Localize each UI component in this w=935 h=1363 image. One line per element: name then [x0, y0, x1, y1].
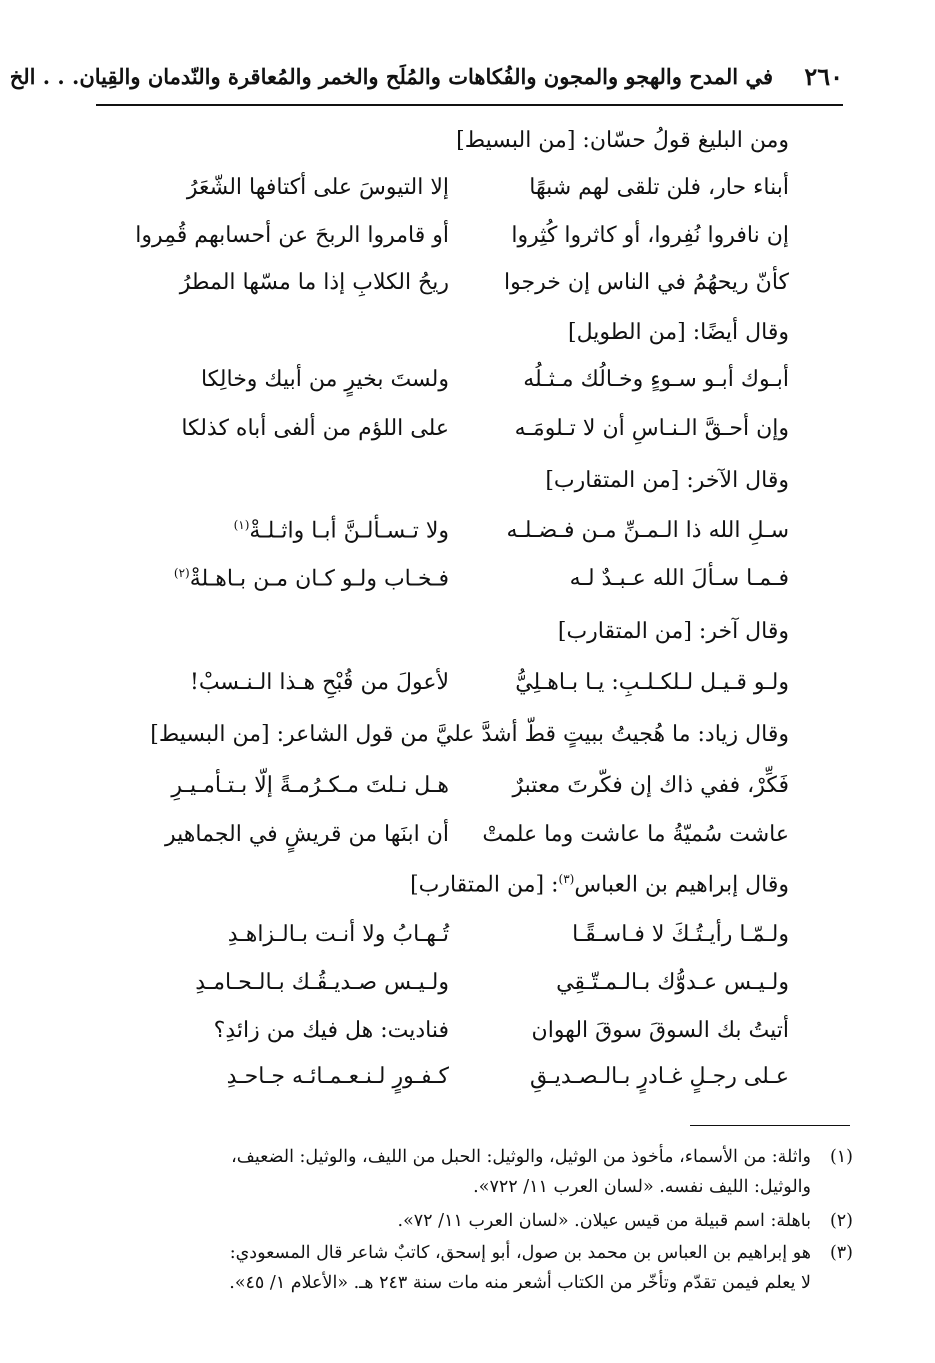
verse-first-hemistich: عـلى رجـلٍ غـادرٍ بـالـصـديـقِ	[530, 1064, 789, 1089]
verse-first-hemistich: أبناء حار، فلن تلقى لهم شبهًا	[529, 175, 789, 200]
verse-first-hemistich: فَكِّرْ، ففي ذاك إن فكّرتَ معتبرٌ	[512, 773, 789, 798]
verse-line	[150, 1018, 789, 1058]
footnote-text	[80, 1238, 811, 1298]
page-header	[9, 62, 843, 102]
verse-line	[150, 367, 789, 407]
page-number: ٢٦٠	[804, 62, 843, 91]
verse-first-hemistich: سـلِ الله ذا الـمـنِّ مـن فـضـلـه	[506, 518, 789, 543]
footnote-text	[80, 1142, 811, 1202]
verse-first-hemistich: فـمـا سـألَ الله عـبـدٌ لـه	[569, 566, 789, 591]
verse-first-hemistich: ولـو قـيـل لـلكـلـبِ: يـا بـاهـلِيُّ	[515, 670, 789, 695]
verse-line	[150, 822, 789, 862]
footnote-number: (٢)	[829, 1211, 853, 1231]
verse-first-hemistich: أبـوك أبـو سـوءٍ وخـالُك مـثـلُه	[523, 367, 789, 392]
footnote-ref: (٢)	[173, 566, 190, 580]
intro-line: وقال أيضًا: [من الطويل]	[568, 320, 789, 345]
footnote-line: باهلة: اسم قبيلة من قيس عيلان. «لسان العرب ١١/ ٧٢».	[397, 1211, 811, 1231]
verse-second-hemistich: تُـهـابُ ولا أنـت بـالـزاهـدِ	[227, 922, 449, 947]
verse-second-hemistich	[174, 566, 449, 591]
verse-first-hemistich: عاشت سُميّةُ ما عاشت وما علمتْ	[482, 822, 789, 847]
verse-line	[150, 773, 789, 813]
verse-line	[150, 922, 789, 962]
intro-text: وقال إبراهيم بن العباس	[574, 872, 789, 898]
verse-second-hemistich: أن ابنَها من قريشٍ في الجماهير	[165, 822, 449, 847]
verse-second-hemistich: على اللؤم من ألفى أباه كذلكا	[181, 416, 449, 441]
verse-first-hemistich: وإن أحـقَّ الـنـاسِ أن لا تـلومَـه	[514, 416, 789, 441]
footnote-number: (٣)	[829, 1243, 853, 1263]
verse-second-hemistich: ولـيـس صـديـقُـك بـالـحـامـدِ	[195, 970, 449, 995]
verse-first-hemistich: إن نافروا نُفِروا، أو كاثروا كُثِروا	[511, 223, 789, 248]
footnote	[80, 1142, 853, 1202]
verse-first-hemistich: أتيتُ بك السوقَ سوقَ الهوان	[531, 1018, 789, 1043]
intro-line: وقال الآخر: [من المتقارب]	[545, 468, 789, 493]
hemistich-text: ولا تـسـألـنَّ أبـا واثـلـةْ	[249, 518, 449, 544]
footnote-line: والوثيل: الليف نفسه. «لسان العرب ١١/ ٧٢٢».	[473, 1177, 811, 1197]
intro-line	[410, 872, 789, 897]
verse-second-hemistich	[234, 518, 449, 543]
verse-line	[150, 970, 789, 1010]
verse-line	[150, 518, 789, 558]
intro-line: وقال آخر: [من المتقارب]	[557, 619, 789, 644]
footnote	[80, 1238, 853, 1298]
verse-line	[135, 223, 789, 263]
footnote	[80, 1206, 853, 1236]
footnote-line: هو إبراهيم بن العباس بن محمد بن صول، أبو إسحق، كاتبٌ شاعر قال المسعودي:	[229, 1243, 811, 1263]
verse-second-hemistich: كـفـورٍ لـنـعـمـائـه جـاحـدِ	[226, 1064, 449, 1089]
intro-text: : [من المتقارب]	[410, 872, 559, 898]
footnote-number: (١)	[829, 1147, 853, 1167]
running-title: في المدح والهجو والمجون والفُكاهات والمُلَح والخمر والمُعاقرة والنّدمان والقِيان. . . الخ	[9, 64, 773, 89]
verse-second-hemistich: فناديت: هل فيك من زائدِ؟	[213, 1018, 449, 1043]
verse-second-hemistich: إلا التيوسَ على أكتافها الشّعَرُ	[186, 175, 449, 200]
intro-line: وقال زياد: ما هُجيتُ ببيتٍ قطّ أشدَّ عليَّ من قول الشاعر: [من البسيط]	[150, 722, 789, 747]
verse-second-hemistich: ريحُ الكلابِ إذا ما مسّها المطرُ	[179, 270, 449, 295]
verse-line	[150, 175, 789, 215]
verse-line	[150, 270, 789, 310]
verse-second-hemistich: ولستَ بخيرٍ من أبيك وخالِكا	[200, 367, 449, 392]
verse-second-hemistich: هـل نـلتَ مـكـرُمـةً إلّا بـتـأمـيـرِ	[171, 773, 449, 798]
footnote-rule	[690, 1125, 850, 1126]
footnote-ref: (١)	[233, 518, 250, 532]
verse-line	[150, 416, 789, 456]
intro-line: ومن البليغ قولُ حسّان: [من البسيط]	[456, 128, 789, 153]
verse-first-hemistich: ولـيـس عـدوُّك بـالـمـتّـقِي	[556, 970, 789, 995]
verse-second-hemistich: أو قامروا الربحَ عن أحسابهم قُمِروا	[135, 223, 449, 248]
header-rule	[96, 104, 843, 106]
footnote-line: واثلة: من الأسماء، مأخوذ من الوثيل، والوثيل: الحبل من الليف، والوثيل: الضعيف،	[231, 1147, 811, 1167]
footnote-text	[80, 1206, 811, 1236]
verse-line	[150, 566, 789, 606]
verse-first-hemistich: كأنّ ريحهُمُ في الناس إن خرجوا	[504, 270, 789, 295]
footnote-ref: (٣)	[558, 872, 575, 886]
verse-line	[150, 670, 789, 710]
verse-line	[150, 1064, 789, 1104]
footnote-line: لا يعلم فيمن تقدّم وتأخّر من الكتاب أشعر منه مات سنة ٢٤٣ هـ. «الأعلام ١/ ٤٥».	[229, 1273, 811, 1293]
verse-second-hemistich: لأعولَ من قُبْحِ هـذا الـنـسبْ!	[189, 670, 449, 695]
verse-first-hemistich: ولـمّـا رأيـتُـكَ لا فـاسـقًـا	[572, 922, 789, 947]
hemistich-text: فـخـاب ولـو كـان مـن بـاهـلةْ	[189, 566, 449, 592]
